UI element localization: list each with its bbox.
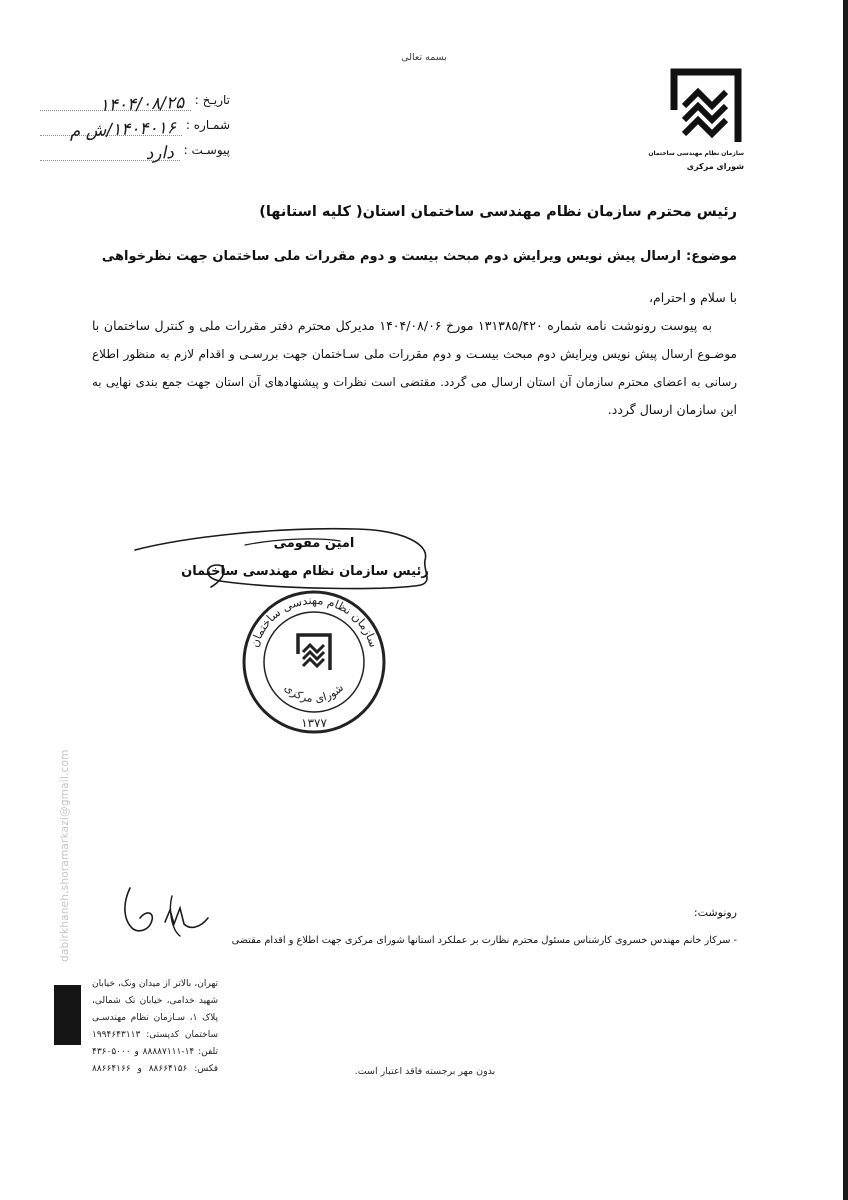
number-label: شمـاره : (185, 118, 230, 132)
handwritten-signature (125, 515, 440, 595)
logo-chevron-2 (684, 106, 726, 120)
attachment-value: دارد (144, 142, 174, 164)
email-watermark: dabirkhaneh.shoramarkazi@gmail.com (59, 749, 71, 962)
stamp-year: ۱۳۷۷ (301, 716, 327, 730)
number-value: ۱۴۰۴۰۱۶/ش م (68, 117, 176, 142)
attachment-leader (40, 142, 180, 164)
date-value: ۱۴۰۴/۰۸/۲۵ (99, 92, 185, 116)
logo-chevron-3 (684, 120, 726, 134)
stamp-bottom-textpath: شورای مرکزی (281, 681, 347, 706)
validity-note: بدون مهر برجسته فاقد اعتبار است. (354, 1066, 496, 1077)
stamp-bottom-text (282, 681, 346, 705)
logo-org-sub: شورای مرکزی (686, 162, 744, 171)
stamp-arc-textpath: سازمان نظام مهندسی ساختمان (247, 592, 381, 649)
stamp-logo-icon (298, 635, 330, 670)
logo-caption (648, 147, 744, 173)
number-field (40, 115, 230, 142)
address-line: ساختمان کدپستی: ۱۹۹۴۶۴۳۱۱۳ (92, 1030, 218, 1040)
footer-black-bar (54, 985, 81, 1045)
date-field (40, 90, 230, 116)
signer-name: امین مقومی (273, 536, 355, 551)
address-line: فکس: ۸۸۶۶۴۱۵۶ و ۸۸۶۶۴۱۶۶ (92, 1064, 218, 1074)
cc-label: رونوشت: (693, 906, 737, 919)
body-line: به پیوست رونوشت نامه شماره ۱۳۱۳۸۵/۴۲۰ مورخ ۱۴۰۴/۰۸/۰۶ مدیرکل محترم دفتر مقررات ملی و کنترل ساختمان با (92, 318, 712, 333)
attachment-field (40, 140, 230, 164)
attachment-label: پیوسـت : (183, 143, 230, 157)
initials-hook (125, 888, 152, 931)
stamp-arc-text (247, 593, 381, 649)
scan-edge (843, 0, 848, 1200)
footer-address (92, 976, 218, 1078)
bismillah-heading: بسمه تعالی (401, 52, 447, 63)
handwritten-initials (110, 880, 220, 945)
date-label: تاریـخ : (194, 93, 230, 107)
cc-item: - سرکار خانم مهندس خسروی کارشناس مسئول محترم نظارت بر عملکرد استانها شورای مرکزی جهت اطلاع و اقدام مقتضی (231, 935, 737, 946)
body-line: این سازمان ارسال گردد. (607, 402, 737, 417)
logo-chevron-1 (684, 92, 726, 106)
address-line: شهید خدامی، خیابان تک شمالی، (92, 996, 218, 1006)
signature-stroke (135, 529, 427, 589)
letter-body (92, 312, 737, 424)
greeting: با سلام و احترام، (648, 290, 737, 305)
subject-text: ارسال پیش نویس ویرایش دوم مبحث بیست و دوم مقررات ملی ساختمان جهت نظرخواهی (101, 249, 681, 264)
address-line: پلاک ۱، سـازمان نظام مهندسـی (92, 1013, 218, 1023)
logo-org-name: سازمان نظام مهندسی ساختمان (648, 150, 744, 157)
signature-tick (245, 539, 340, 545)
date-leader (40, 92, 191, 116)
signer-title: رئیس سازمان نظام مهندسی ساختمان (181, 564, 429, 579)
nezam-mohandesi-logo-icon (666, 64, 746, 148)
body-line: موضـوع ارسال پیش نویس ویرایش دوم مبحث بیسـت و دوم مقررات ملی سـاختمان جهت بررسـی و اقدام لازم به منظور اطلاع (92, 347, 737, 361)
address-line: تلفن: ۱۴-۸۸۸۸۷۱۱۱ و ۴۳۶۰۵۰۰۰ (92, 1047, 219, 1057)
body-line: رسانی به اعضای محترم سازمان آن استان ارسال می گردد. مقتضی است نظرات و پیشنهادهای آن استان جهت جمع بندی نهایی به (92, 375, 737, 389)
number-leader (40, 117, 182, 142)
subject-label: موضوع: (686, 249, 737, 264)
round-stamp (239, 587, 389, 737)
recipient-line: رئیس محترم سازمان نظام مهندسی ساختمان استان( کلیه استانها) (259, 204, 737, 220)
subject-line (92, 244, 737, 270)
address-line: تهران، بالاتر از میدان ونک، خیابان (92, 979, 218, 989)
